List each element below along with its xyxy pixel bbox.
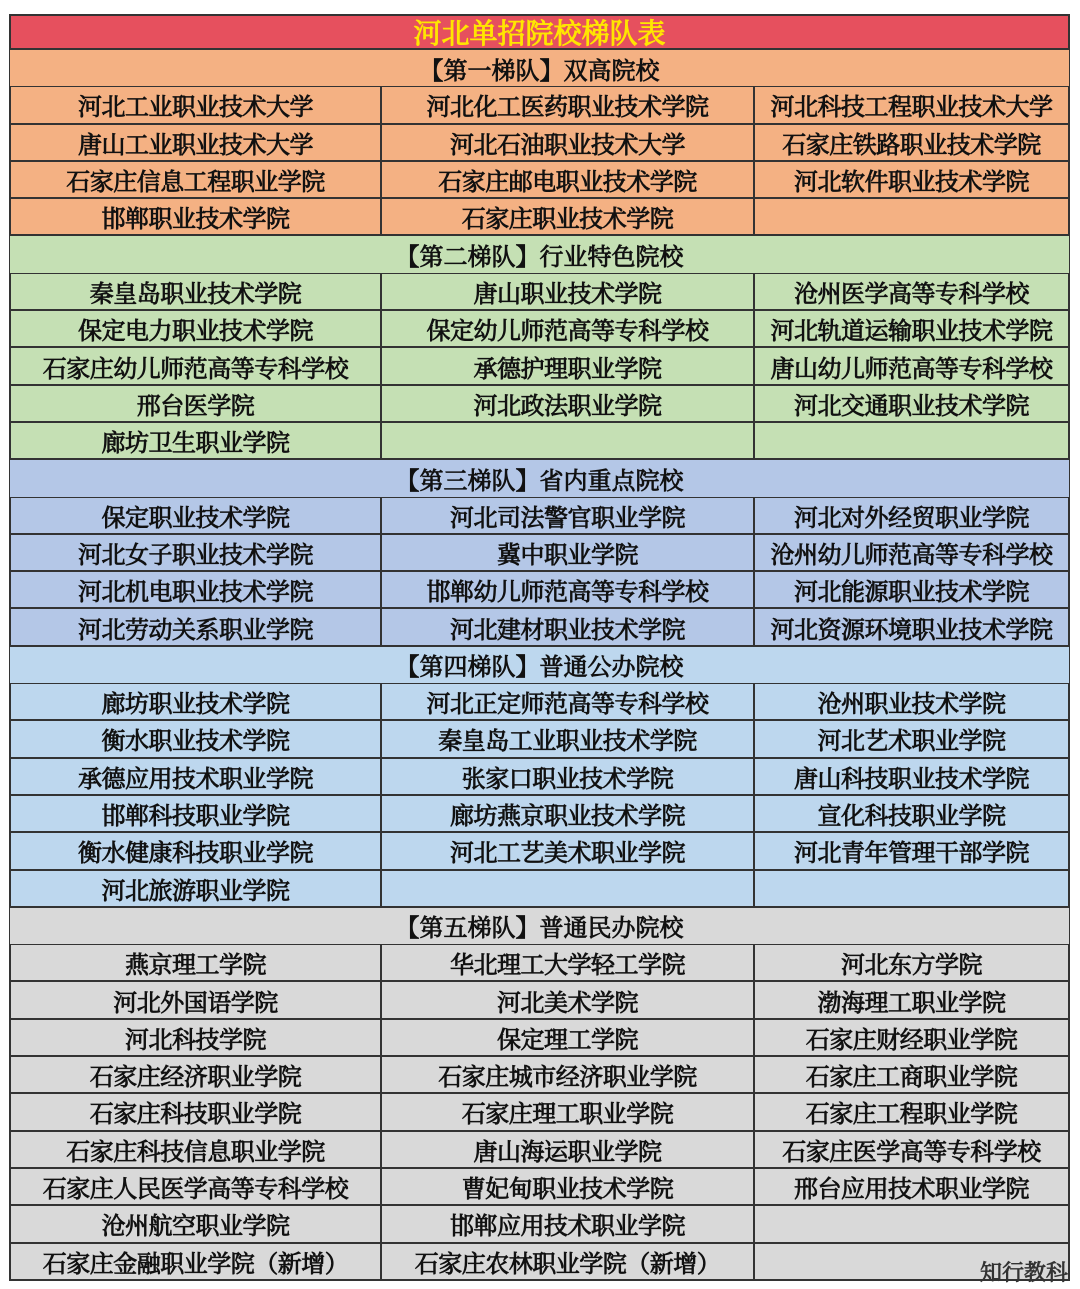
school-cell: 石家庄铁路职业技术学院 xyxy=(755,125,1070,162)
school-cell: 石家庄城市经济职业学院 xyxy=(382,1057,755,1094)
table-row xyxy=(9,498,1070,535)
table-row xyxy=(9,274,1070,311)
school-cell: 河北工业职业技术大学 xyxy=(9,87,382,124)
table-row xyxy=(9,796,1070,833)
school-cell: 冀中职业学院 xyxy=(382,535,755,572)
table-row xyxy=(9,199,1070,236)
school-cell: 秦皇岛工业职业技术学院 xyxy=(382,721,755,758)
table-row xyxy=(9,871,1070,908)
tier-header: 【第一梯队】双高院校 xyxy=(9,50,1070,87)
school-cell: 保定职业技术学院 xyxy=(9,498,382,535)
school-cell: 邯郸幼儿师范高等专科学校 xyxy=(382,572,755,609)
school-cell: 保定幼儿师范高等专科学校 xyxy=(382,311,755,348)
school-cell: 河北外国语学院 xyxy=(9,982,382,1019)
table-row xyxy=(9,311,1070,348)
school-cell: 保定理工学院 xyxy=(382,1020,755,1057)
school-cell: 河北科技学院 xyxy=(9,1020,382,1057)
school-cell: 唐山工业职业技术大学 xyxy=(9,125,382,162)
tier-header: 【第四梯队】普通公办院校 xyxy=(9,647,1070,684)
school-cell: 河北政法职业学院 xyxy=(382,386,755,423)
school-cell: 河北旅游职业学院 xyxy=(9,871,382,908)
school-cell: 河北建材职业技术学院 xyxy=(382,609,755,646)
school-cell xyxy=(382,423,755,460)
school-cell: 唐山海运职业学院 xyxy=(382,1132,755,1169)
school-cell: 渤海理工职业学院 xyxy=(755,982,1070,1019)
school-cell: 石家庄信息工程职业学院 xyxy=(9,162,382,199)
school-cell: 河北软件职业技术学院 xyxy=(755,162,1070,199)
school-cell: 邢台应用技术职业学院 xyxy=(755,1169,1070,1206)
school-cell: 河北艺术职业学院 xyxy=(755,721,1070,758)
school-cell: 石家庄财经职业学院 xyxy=(755,1020,1070,1057)
school-cell: 华北理工大学轻工学院 xyxy=(382,945,755,982)
school-cell: 唐山幼儿师范高等专科学校 xyxy=(755,348,1070,385)
school-cell: 邢台医学院 xyxy=(9,386,382,423)
school-cell: 河北科技工程职业技术大学 xyxy=(755,87,1070,124)
table-row xyxy=(9,945,1070,982)
school-cell: 石家庄工程职业学院 xyxy=(755,1094,1070,1131)
table-row xyxy=(9,609,1070,646)
table-row xyxy=(9,1169,1070,1206)
school-cell: 河北工艺美术职业学院 xyxy=(382,833,755,870)
table-row xyxy=(9,1244,1070,1281)
table-row xyxy=(9,684,1070,721)
school-cell: 河北交通职业技术学院 xyxy=(755,386,1070,423)
brand-logo: 知行教科 xyxy=(979,1261,1068,1286)
table-row xyxy=(9,1094,1070,1131)
school-cell: 石家庄幼儿师范高等专科学校 xyxy=(9,348,382,385)
school-cell: 河北能源职业技术学院 xyxy=(755,572,1070,609)
table-row xyxy=(9,1057,1070,1094)
school-cell: 宣化科技职业学院 xyxy=(755,796,1070,833)
school-cell: 石家庄金融职业学院（新增） xyxy=(9,1244,382,1281)
school-cell: 河北轨道运输职业技术学院 xyxy=(755,311,1070,348)
school-cell: 唐山科技职业技术学院 xyxy=(755,759,1070,796)
school-cell: 河北女子职业技术学院 xyxy=(9,535,382,572)
school-cell: 秦皇岛职业技术学院 xyxy=(9,274,382,311)
school-cell: 衡水健康科技职业学院 xyxy=(9,833,382,870)
school-cell xyxy=(755,423,1070,460)
school-cell: 邯郸应用技术职业学院 xyxy=(382,1206,755,1243)
table-row xyxy=(9,386,1070,423)
table-row xyxy=(9,572,1070,609)
school-cell: 承德护理职业学院 xyxy=(382,348,755,385)
school-cell xyxy=(755,871,1070,908)
school-cell: 河北机电职业技术学院 xyxy=(9,572,382,609)
tier-table xyxy=(9,14,1070,1281)
tier-header: 【第三梯队】省内重点院校 xyxy=(9,460,1070,497)
school-cell: 衡水职业技术学院 xyxy=(9,721,382,758)
table-row xyxy=(9,1132,1070,1169)
school-cell xyxy=(755,1206,1070,1243)
table-row xyxy=(9,1020,1070,1057)
tiers-container xyxy=(9,50,1070,1281)
school-cell xyxy=(382,871,755,908)
table-title: 河北单招院校梯队表 xyxy=(9,14,1070,50)
table-row xyxy=(9,833,1070,870)
school-cell: 沧州航空职业学院 xyxy=(9,1206,382,1243)
school-cell: 河北东方学院 xyxy=(755,945,1070,982)
school-cell: 河北化工医药职业技术学院 xyxy=(382,87,755,124)
table-row xyxy=(9,721,1070,758)
school-cell: 廊坊燕京职业技术学院 xyxy=(382,796,755,833)
school-cell: 石家庄工商职业学院 xyxy=(755,1057,1070,1094)
school-cell: 石家庄邮电职业技术学院 xyxy=(382,162,755,199)
school-cell: 石家庄科技职业学院 xyxy=(9,1094,382,1131)
school-cell: 邯郸职业技术学院 xyxy=(9,199,382,236)
school-cell: 邯郸科技职业学院 xyxy=(9,796,382,833)
school-cell: 张家口职业技术学院 xyxy=(382,759,755,796)
school-cell: 石家庄职业技术学院 xyxy=(382,199,755,236)
school-cell xyxy=(755,199,1070,236)
table-row xyxy=(9,87,1070,124)
school-cell: 曹妃甸职业技术学院 xyxy=(382,1169,755,1206)
school-cell: 廊坊职业技术学院 xyxy=(9,684,382,721)
school-cell: 河北美术学院 xyxy=(382,982,755,1019)
school-cell: 石家庄科技信息职业学院 xyxy=(9,1132,382,1169)
table-row xyxy=(9,125,1070,162)
school-cell: 沧州医学高等专科学校 xyxy=(755,274,1070,311)
school-cell: 石家庄理工职业学院 xyxy=(382,1094,755,1131)
school-cell: 河北石油职业技术大学 xyxy=(382,125,755,162)
tier-header: 【第五梯队】普通民办院校 xyxy=(9,908,1070,945)
table-row xyxy=(9,759,1070,796)
school-cell: 沧州幼儿师范高等专科学校 xyxy=(755,535,1070,572)
school-cell: 石家庄经济职业学院 xyxy=(9,1057,382,1094)
school-cell: 河北劳动关系职业学院 xyxy=(9,609,382,646)
school-cell: 承德应用技术职业学院 xyxy=(9,759,382,796)
school-cell: 廊坊卫生职业学院 xyxy=(9,423,382,460)
school-cell: 燕京理工学院 xyxy=(9,945,382,982)
school-cell: 保定电力职业技术学院 xyxy=(9,311,382,348)
school-cell: 河北对外经贸职业学院 xyxy=(755,498,1070,535)
table-row xyxy=(9,982,1070,1019)
school-cell: 河北正定师范高等专科学校 xyxy=(382,684,755,721)
school-cell: 石家庄农林职业学院（新增） xyxy=(382,1244,755,1281)
school-cell: 河北司法警官职业学院 xyxy=(382,498,755,535)
school-cell: 河北资源环境职业技术学院 xyxy=(755,609,1070,646)
school-cell: 河北青年管理干部学院 xyxy=(755,833,1070,870)
table-row xyxy=(9,162,1070,199)
table-row xyxy=(9,348,1070,385)
table-row xyxy=(9,423,1070,460)
school-cell: 沧州职业技术学院 xyxy=(755,684,1070,721)
school-cell: 石家庄医学高等专科学校 xyxy=(755,1132,1070,1169)
tier-header: 【第二梯队】行业特色院校 xyxy=(9,236,1070,273)
table-row xyxy=(9,535,1070,572)
table-row xyxy=(9,1206,1070,1243)
school-cell: 唐山职业技术学院 xyxy=(382,274,755,311)
school-cell: 石家庄人民医学高等专科学校 xyxy=(9,1169,382,1206)
